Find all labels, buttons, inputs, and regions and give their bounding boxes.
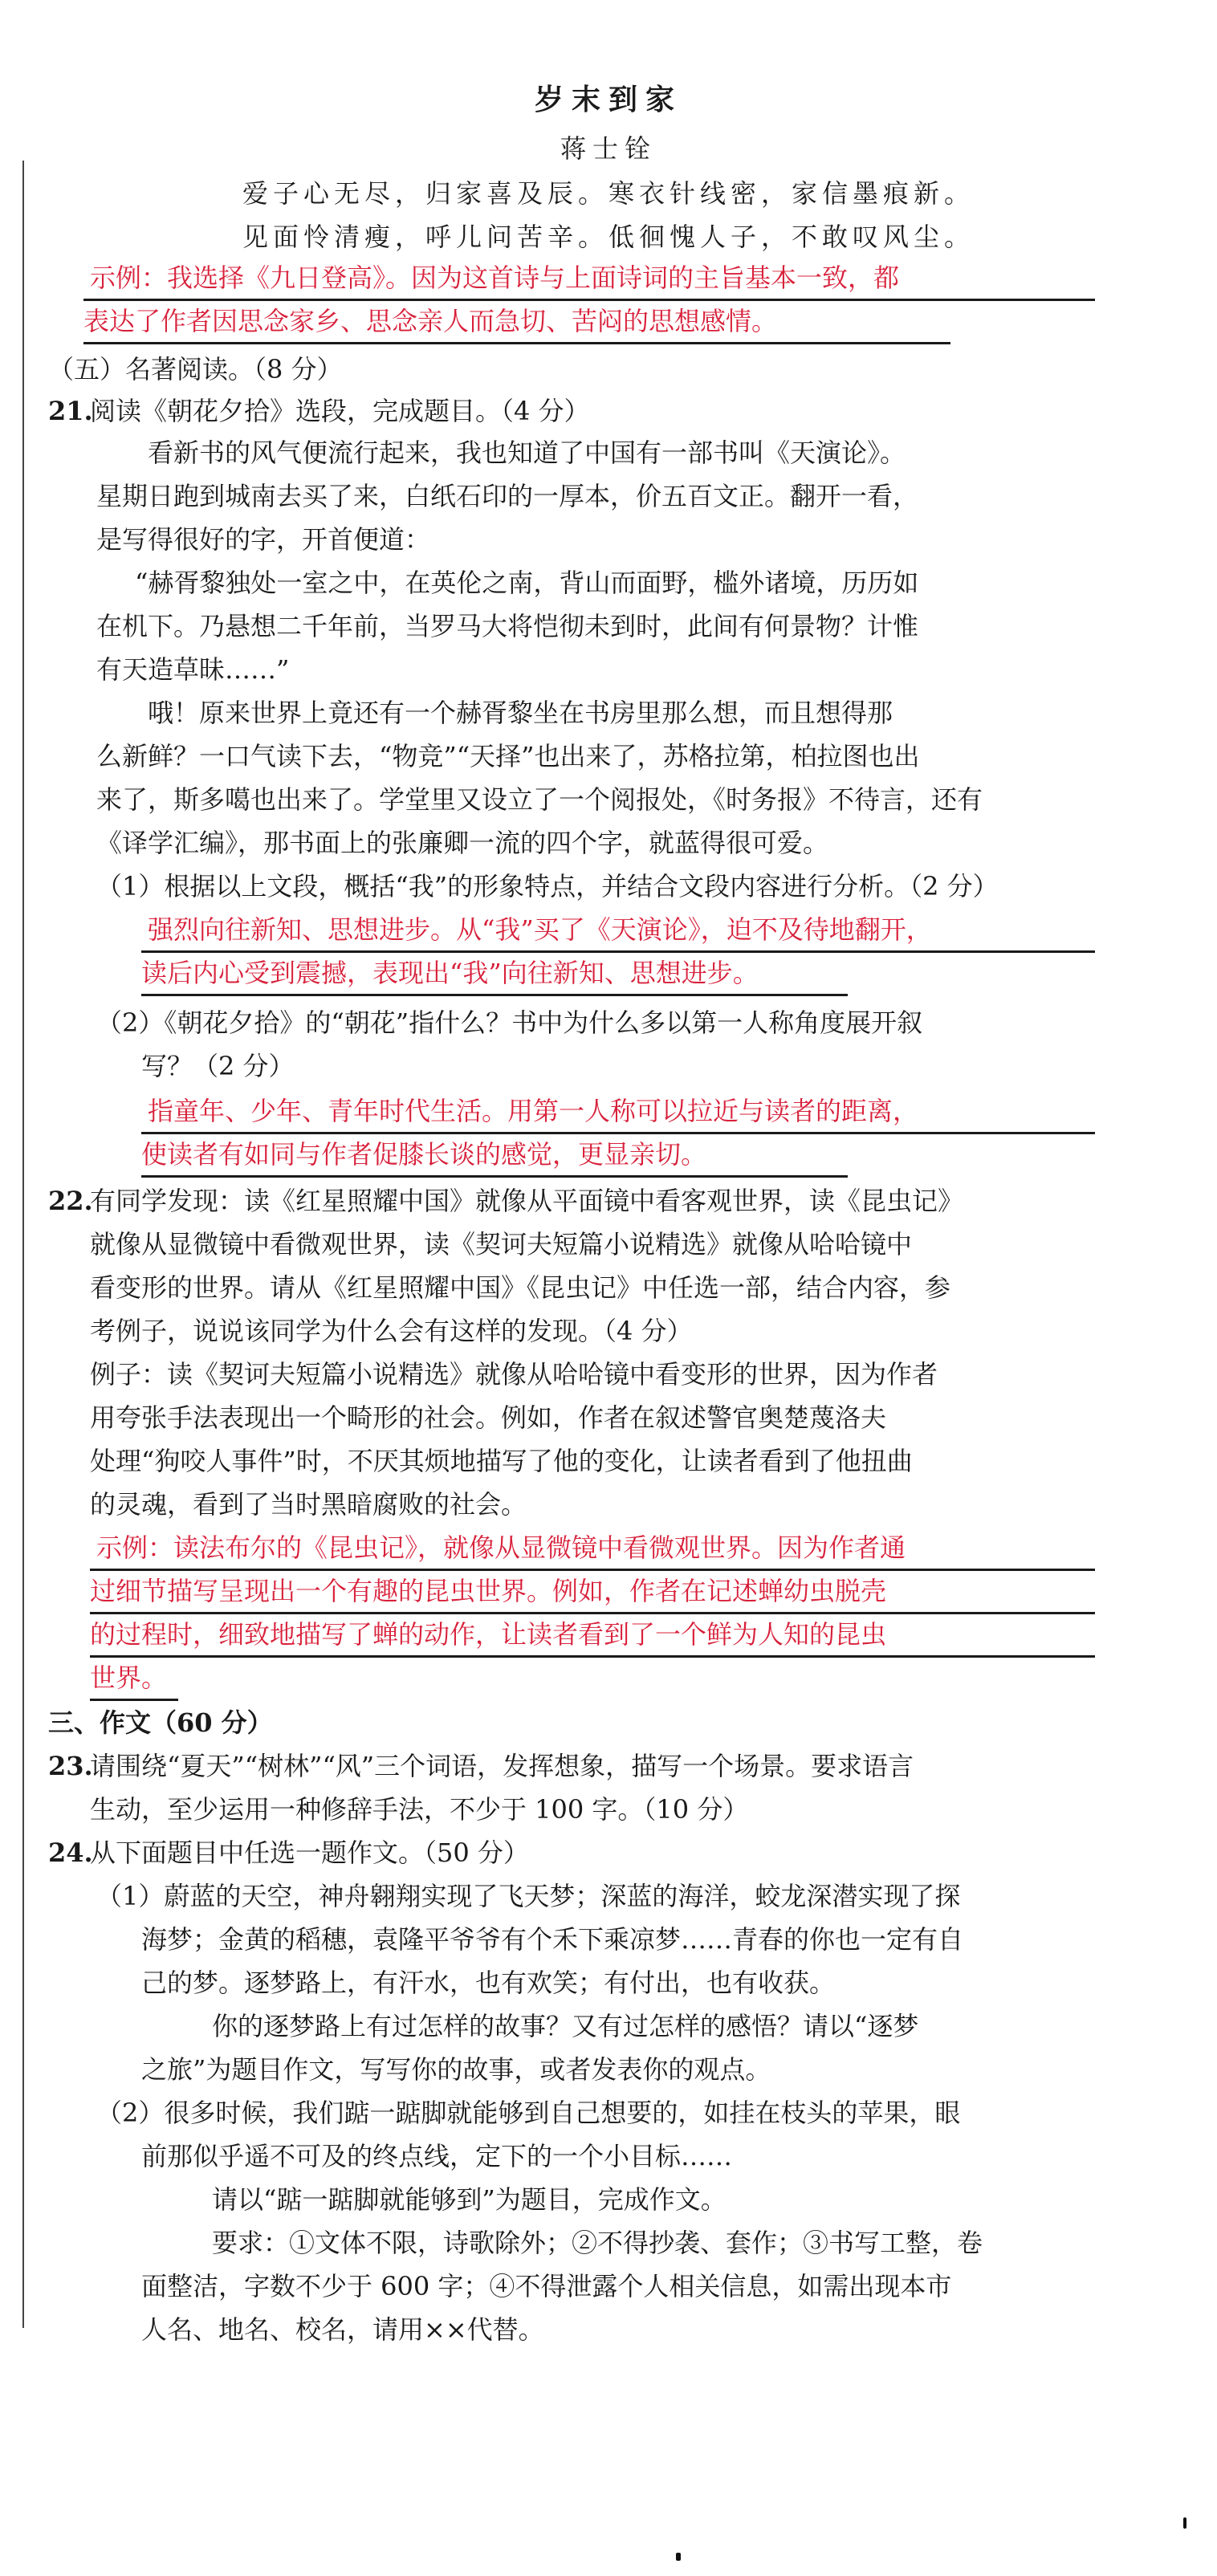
q21-quote-line: 在机下。乃悬想二千年前，当罗马大将恺彻未到时，此间有何景物？计惟 (96, 611, 919, 641)
q22-answer-line-1: 示例：读法布尔的《昆虫记》，就像从显微镜中看微观世界。因为作者通 (96, 1532, 906, 1563)
q22-stem-line: 考例子，说说该同学为什么会有这样的发现。（4 分） (90, 1316, 693, 1346)
q24-requirements-line: 要求：①文体不限，诗歌除外；②不得抄袭、套作；③书写工整，卷 (212, 2228, 983, 2258)
q22-example-line: 例子：读《契诃夫短篇小说精选》就像从哈哈镜中看变形的世界，因为作者 (90, 1359, 938, 1390)
poem-line-1: 爱子心无尽，归家喜及辰。寒衣针线密，家信墨痕新。 (242, 178, 975, 209)
q23-stem-line: 生动，至少运用一种修辞手法，不少于 100 字。（10 分） (90, 1794, 749, 1825)
q21-answer-2-line-1: 指童年、少年、青年时代生活。用第一人称可以拉近与读者的距离， (148, 1096, 919, 1126)
q21-answer-2-line-2: 使读者有如同与作者促膝长谈的感觉，更显亲切。 (141, 1139, 707, 1170)
q22-answer-line-4: 世界。 (90, 1662, 168, 1693)
q21-answer-1-line-1: 强烈向往新知、思想进步。从“我”买了《天演论》，迫不及待地翻开， (148, 914, 932, 945)
margin-line (22, 161, 24, 2328)
q23-stem-line: 请围绕“夏天”“树林”“风”三个词语，发挥想象，描写一个场景。要求语言 (90, 1751, 914, 1781)
scan-mark (676, 2553, 681, 2561)
q21-passage-line: 么新鲜？一口气读下去，“物竞”“天择”也出来了，苏格拉第，柏拉图也出 (96, 741, 920, 771)
q24-requirements-line: 面整洁，字数不少于 600 字；④不得泄露个人相关信息，如需出现本市 (141, 2271, 952, 2301)
q24-option-1-line: 之旅”为题目作文，写写你的故事，或者发表你的观点。 (141, 2054, 771, 2085)
section-5-title: （五）名著阅读。（8 分） (48, 354, 343, 385)
q22-example-line: 用夸张手法表现出一个畸形的社会。例如，作者在叙述警官奥楚蔑洛夫 (90, 1402, 887, 1433)
q22-example-line: 处理“狗咬人事件”时，不厌其烦地描写了他的变化，让读者看到了他扭曲 (90, 1446, 913, 1476)
q22-answer-line-3: 的过程时，细致地描写了蝉的动作，让读者看到了一个鲜为人知的昆虫 (90, 1619, 887, 1650)
q24-number: 24. (48, 1837, 93, 1868)
answer-underline (83, 342, 950, 344)
q21-quote-line: 有天造草昧……” (96, 654, 290, 685)
q21-sub-question-2: 写？（2 分） (141, 1051, 295, 1081)
q21-passage-line: 星期日跑到城南去买了来，白纸石印的一厚本，价五百文正。翻开一看， (96, 481, 919, 511)
q22-answer-line-2: 过细节描写呈现出一个有趣的昆虫世界。例如，作者在记述蝉幼虫脱壳 (90, 1576, 887, 1606)
q22-example-line: 的灵魂，看到了当时黑暗腐败的社会。 (90, 1489, 527, 1520)
q21-answer-1-line-2: 读后内心受到震撼，表现出“我”向往新知、思想进步。 (141, 958, 759, 988)
q21-stem: 阅读《朝花夕拾》选段，完成题目。（4 分） (90, 396, 590, 426)
q21-passage-line: 是写得很好的字，开首便道： (96, 524, 431, 555)
q24-option-1-line: 海梦；金黄的稻穗，袁隆平爷爷有个禾下乘凉梦……青春的你也一定有自 (141, 1924, 964, 1955)
q21-passage-line: 看新书的风气便流行起来，我也知道了中国有一部书叫《天演论》。 (148, 437, 906, 468)
q22-stem-line: 看变形的世界。请从《红星照耀中国》《昆虫记》中任选一部，结合内容，参 (90, 1272, 951, 1303)
q21-passage-line: 哦！原来世界上竟还有一个赫胥黎坐在书房里那么想，而且想得那 (148, 698, 893, 728)
answer-underline (141, 1175, 848, 1178)
q24-option-2-line: 前那似乎遥不可及的终点线，定下的一个小目标…… (141, 2141, 733, 2171)
q24-option-2-line: （2）很多时候，我们踮一踮脚就能够到自己想要的，如挂在枝头的苹果，眼 (96, 2098, 961, 2128)
scan-mark (1183, 2517, 1186, 2529)
q23-number: 23. (48, 1751, 93, 1781)
section-3-title: 三、作文（60 分） (48, 1707, 273, 1738)
q21-passage-line: 《译学汇编》，那书面上的张廉卿一流的四个字，就蓝得很可爱。 (96, 828, 829, 858)
answer-underline (141, 994, 848, 996)
poem-line-2: 见面怜清瘦，呼儿问苦辛。低徊愧人子，不敢叹风尘。 (242, 222, 975, 252)
answer-poem-line-2: 表达了作者因思念家乡、思念亲人而急切、苦闷的思想感情。 (83, 306, 778, 336)
q24-option-1-line: （1）蔚蓝的天空，神舟翱翔实现了飞天梦；深蓝的海洋，蛟龙深潜实现了探 (96, 1881, 961, 1911)
poem-title: 岁末到家 (534, 83, 682, 116)
poem-author: 蒋士铨 (560, 133, 657, 164)
q22-number: 22. (48, 1186, 93, 1216)
q22-stem-line: 就像从显微镜中看微观世界，读《契诃夫短篇小说精选》就像从哈哈镜中 (90, 1229, 913, 1260)
q24-stem: 从下面题目中任选一题作文。（50 分） (90, 1837, 529, 1868)
q21-sub-question-1: （1）根据以上文段，概括“我”的形象特点，并结合文段内容进行分析。（2 分） (96, 871, 999, 901)
q22-stem-line: 有同学发现：读《红星照耀中国》就像从平面镜中看客观世界，读《昆虫记》 (90, 1186, 964, 1216)
q21-number: 21. (48, 396, 93, 426)
q24-option-1-line: 己的梦。逐梦路上，有汗水，也有欢笑；有付出，也有收获。 (141, 1968, 836, 1998)
q24-option-1-line: 你的逐梦路上有过怎样的故事？又有过怎样的感悟？请以“逐梦 (212, 2011, 919, 2041)
q24-requirements-line: 人名、地名、校名，请用××代替。 (141, 2314, 544, 2345)
q21-quote-line: “赫胥黎独处一室之中，在英伦之南，背山而面野，槛外诸境，历历如 (135, 568, 919, 598)
q21-sub-question-2: （2）《朝花夕拾》的“朝花”指什么？书中为什么多以第一人称角度展开叙 (96, 1007, 923, 1038)
q24-option-2-line: 请以“踮一踮脚就能够到”为题目，完成作文。 (212, 2184, 727, 2215)
answer-poem-line-1: 示例：我选择《九日登高》。因为这首诗与上面诗词的主旨基本一致，都 (90, 262, 900, 293)
q21-passage-line: 来了，斯多噶也出来了。学堂里又设立了一个阅报处，《时务报》不待言，还有 (96, 784, 983, 815)
answer-underline (90, 1655, 1095, 1658)
